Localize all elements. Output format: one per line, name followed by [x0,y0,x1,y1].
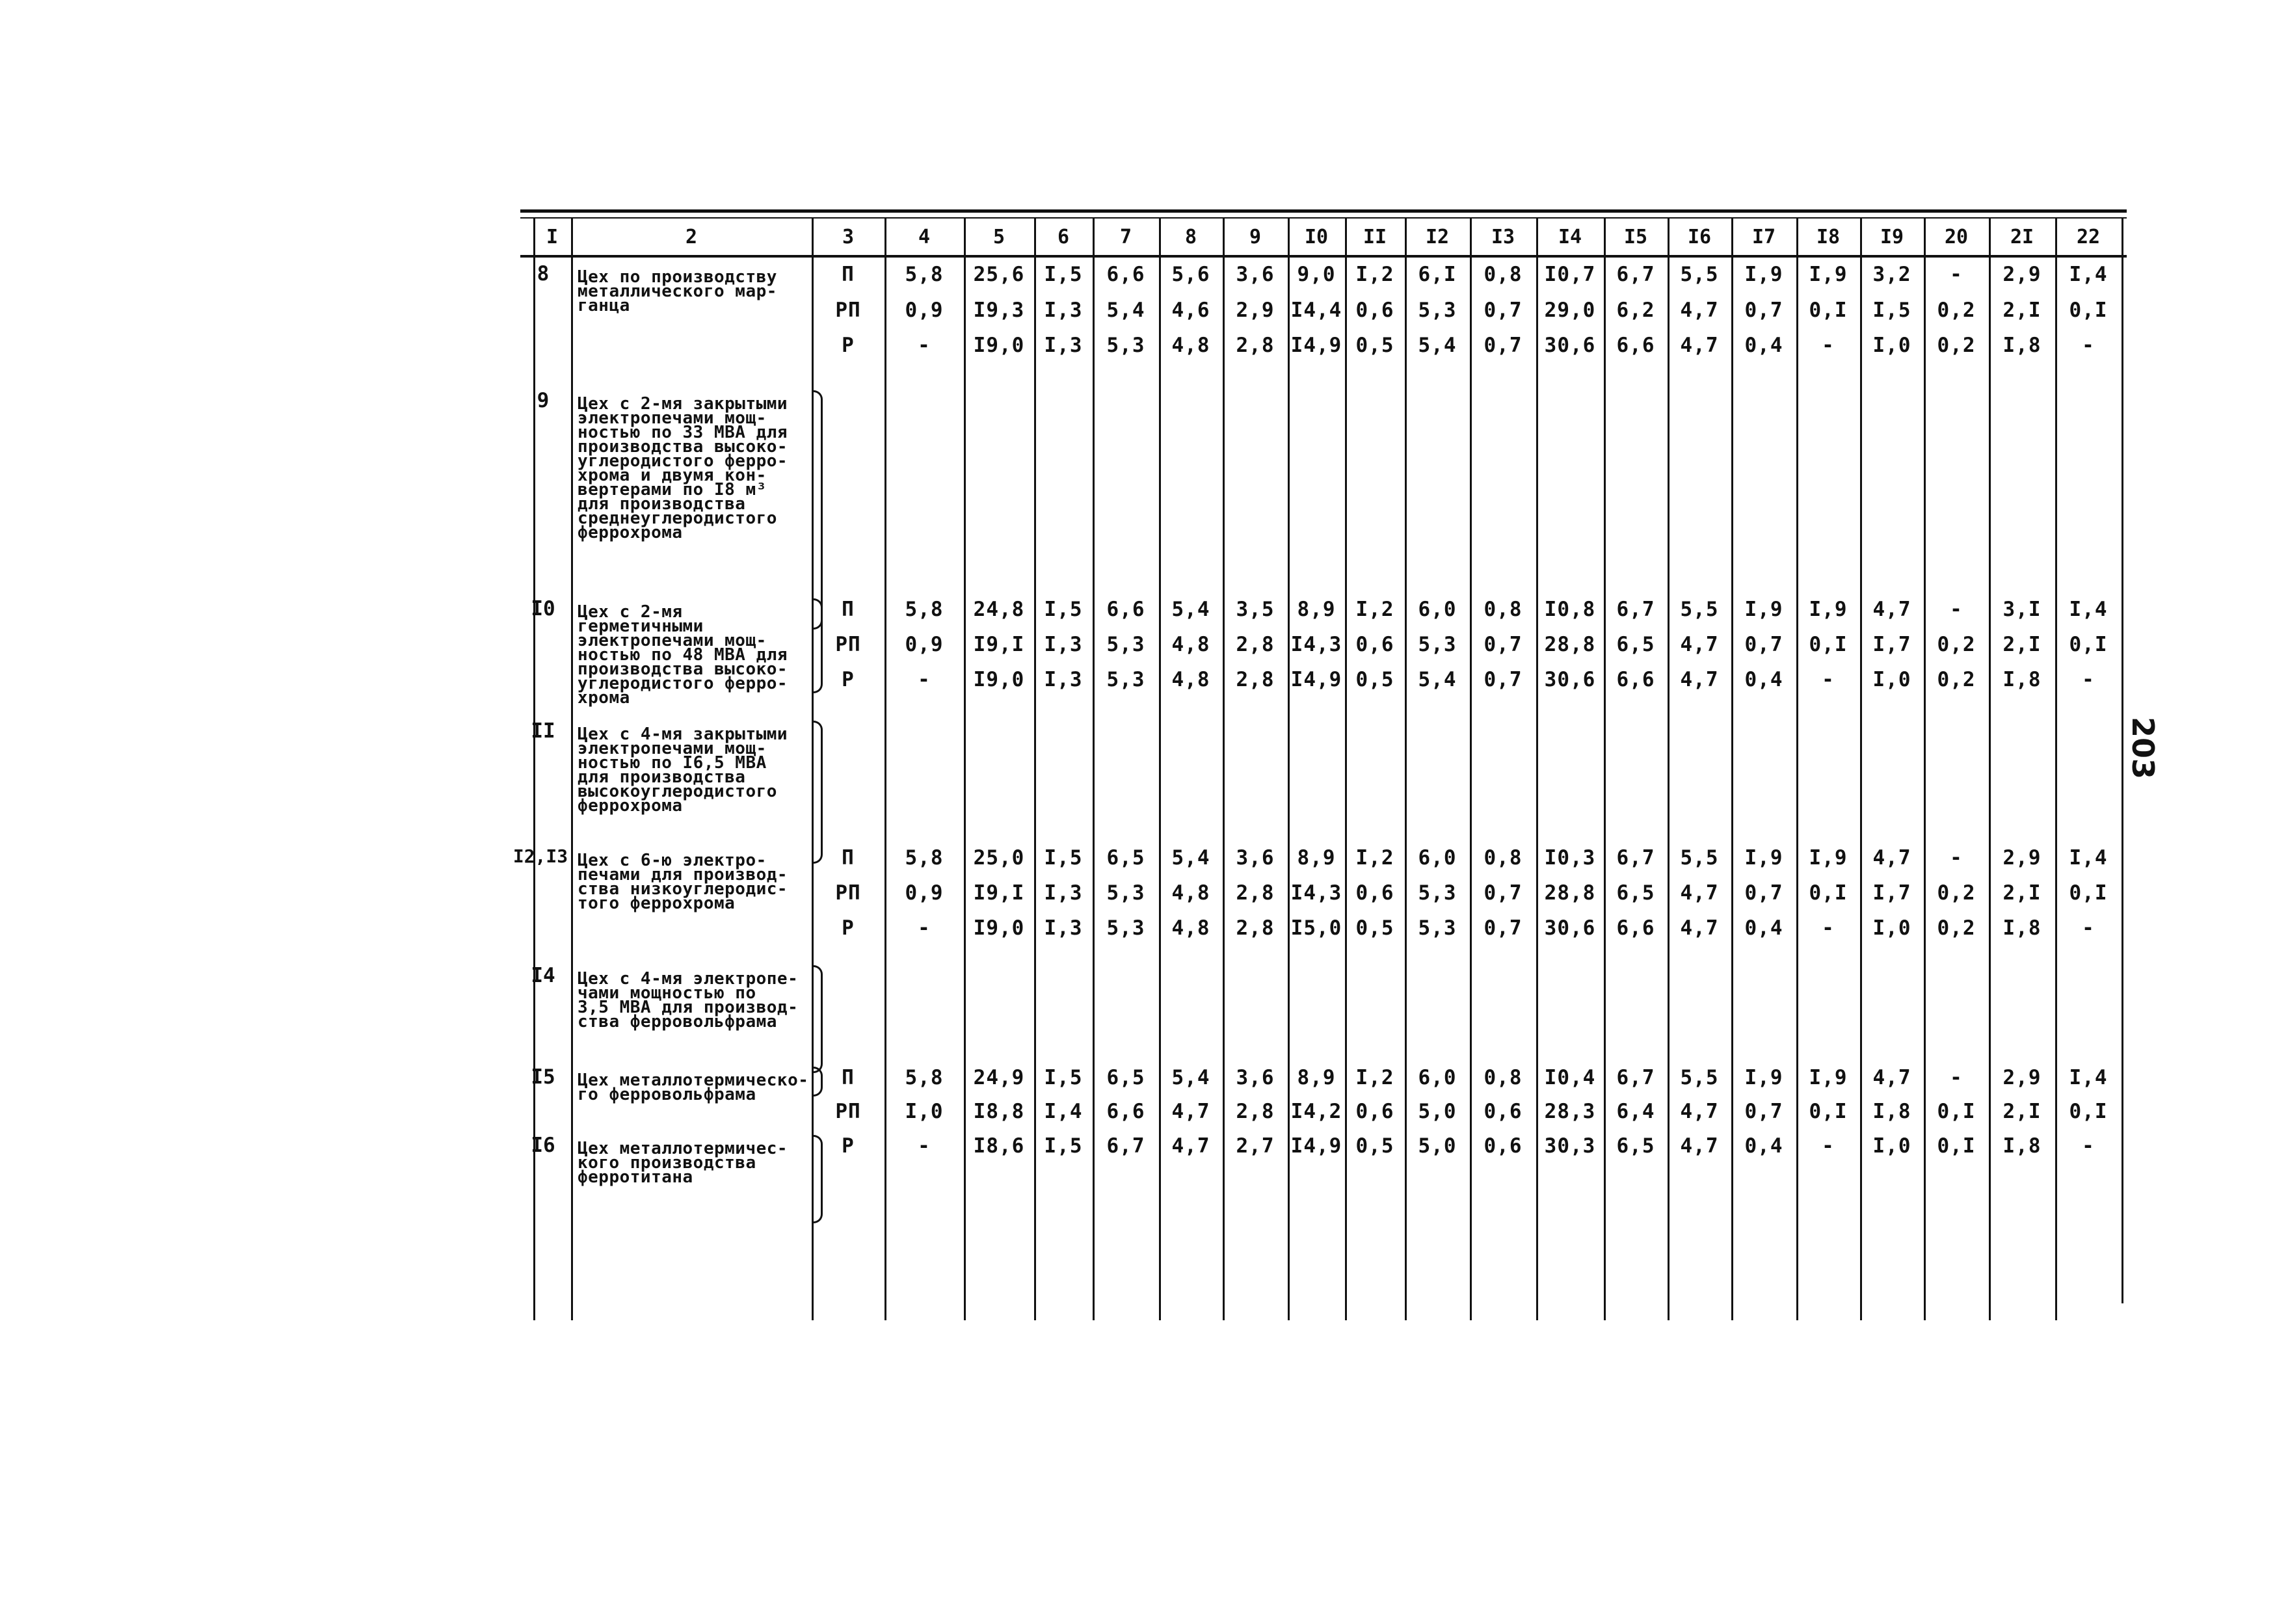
table-cell: I,5 [1044,1066,1083,1089]
table-cell: 0,4 [1744,916,1783,940]
table-cell: 0,6 [1483,1100,1523,1123]
table-cell: 0,7 [1483,334,1523,357]
table-cell: I,2 [1355,598,1394,621]
table-cell: 5,3 [1106,334,1145,357]
column-header-5: 5 [992,225,1005,248]
column-header-19: I9 [1880,225,1904,248]
table-cell: I,9 [1744,598,1783,621]
table-cell: I,5 [1044,1134,1083,1158]
table-cell: I,2 [1355,263,1394,286]
column-header-20: 20 [1944,225,1969,248]
table-cell: 0,5 [1355,1134,1394,1158]
table-cell: 3,6 [1236,263,1275,286]
table-cell: 29,0 [1544,299,1596,322]
table-cell: 6,6 [1616,668,1655,691]
row-description: Цех по производству металлического мар- ганца [578,267,777,315]
table-cell: I9,3 [973,299,1025,322]
table-cell: 0,2 [1937,668,1976,691]
table-cell: 0,I [1809,881,1848,905]
table-cell: 4,7 [1680,1100,1719,1123]
table-cell: 30,6 [1544,668,1596,691]
table-cell: РП [835,633,861,656]
table-cell: 5,5 [1680,1066,1719,1089]
table-cell: 4,7 [1680,1134,1719,1158]
table-cell: - [918,334,931,357]
row-number: I5 [531,1065,555,1089]
table-cell: 0,I [2069,633,2108,656]
table-cell: П [842,263,855,286]
table-cell: РП [835,1100,861,1123]
table-cell: 4,8 [1171,633,1210,656]
table-cell: 3,6 [1236,1066,1275,1089]
table-cell: I,9 [1809,846,1848,870]
table-cell: 0,7 [1483,299,1523,322]
column-header-7: 7 [1119,225,1132,248]
table-cell: 0,I [2069,881,2108,905]
table-cell: 25,6 [973,263,1025,286]
table-cell: I8,6 [973,1134,1025,1158]
table-cell: 6,I [1418,263,1457,286]
table-cell: I,3 [1044,334,1083,357]
table-cell: 3,6 [1236,846,1275,870]
table-cell: 4,8 [1171,881,1210,905]
table-cell: 6,5 [1616,1134,1655,1158]
table-cell: 6,2 [1616,299,1655,322]
table-cell: 0,6 [1483,1134,1523,1158]
table-cell: 0,6 [1355,1100,1394,1123]
table-cell: 2,I [2002,881,2042,905]
table-cell: 2,9 [2002,1066,2042,1089]
table-cell: 6,6 [1616,334,1655,357]
table-cell: I,7 [1872,633,1911,656]
table-cell: 0,7 [1744,299,1783,322]
table-cell: - [918,668,931,691]
row-number: 9 [537,389,550,412]
column-header-1: I [546,225,559,248]
table-cell: 6,0 [1418,1066,1457,1089]
table-cell: 6,6 [1106,263,1145,286]
table-cell: 6,6 [1616,916,1655,940]
table-cell: 2,9 [2002,846,2042,870]
table-cell: 0,8 [1483,598,1523,621]
table-cell: 6,5 [1616,633,1655,656]
table-cell: 4,8 [1171,668,1210,691]
table-cell: 2,8 [1236,668,1275,691]
table-cell: 2,8 [1236,916,1275,940]
table-cell: - [918,916,931,940]
table-cell: 5,8 [905,846,944,870]
column-header-10: I0 [1304,225,1329,248]
column-header-22: 22 [2076,225,2101,248]
table-cell: I0,8 [1544,598,1596,621]
column-header-13: I3 [1491,225,1515,248]
table-cell: I,8 [2002,334,2042,357]
table-cell: 0,6 [1355,881,1394,905]
table-cell: - [1822,1134,1835,1158]
table-cell: 30,3 [1544,1134,1596,1158]
table-cell: 0,6 [1355,299,1394,322]
table-cell: 4,7 [1872,598,1911,621]
table-cell: 2,I [2002,299,2042,322]
table-cell: I,4 [2069,1066,2108,1089]
table-cell: 0,7 [1744,633,1783,656]
row-number: I0 [531,597,555,620]
header-bottom-rule [520,255,2127,258]
table-cell: 28,3 [1544,1100,1596,1123]
table-cell: I,7 [1872,881,1911,905]
table-cell: 5,5 [1680,598,1719,621]
table-cell: 5,3 [1418,916,1457,940]
table-cell: I5,0 [1290,916,1342,940]
table-cell: П [842,598,855,621]
row-number: I2,I3 [512,845,568,867]
table-cell: П [842,846,855,870]
table-cell: 5,0 [1418,1100,1457,1123]
table-cell: 0,9 [905,881,944,905]
page-number: 203 [2125,716,2161,780]
table-cell: 25,0 [973,846,1025,870]
table-cell: I,4 [2069,846,2108,870]
table-cell: 6,4 [1616,1100,1655,1123]
table-cell: 5,3 [1418,299,1457,322]
table-cell: 4,7 [1872,846,1911,870]
table-cell: РП [835,299,861,322]
table-cell: - [1950,1066,1963,1089]
table-cell: 30,6 [1544,334,1596,357]
table-cell: I4,9 [1290,1134,1342,1158]
table-cell: 6,7 [1616,263,1655,286]
table-cell: I4,3 [1290,881,1342,905]
table-cell: 2,8 [1236,1100,1275,1123]
table-cell: - [2082,916,2095,940]
table-cell: 0,7 [1744,881,1783,905]
table-cell: 28,8 [1544,881,1596,905]
table-cell: 24,9 [973,1066,1025,1089]
table-cell: 5,4 [1106,299,1145,322]
table-cell: I0,4 [1544,1066,1596,1089]
table-cell: - [1950,846,1963,870]
table-cell: 0,2 [1937,334,1976,357]
table-cell: 5,4 [1171,846,1210,870]
column-header-12: I2 [1425,225,1450,248]
table-cell: I,3 [1044,633,1083,656]
table-cell: 5,5 [1680,846,1719,870]
table-cell: I,0 [1872,916,1911,940]
table-cell: 0,8 [1483,846,1523,870]
table-cell: 5,3 [1106,916,1145,940]
table-cell: 0,I [1809,633,1848,656]
table-cell: I4,9 [1290,668,1342,691]
column-header-11: II [1363,225,1387,248]
table-cell: I,0 [1872,668,1911,691]
table-cell: 0,2 [1937,633,1976,656]
table-cell: 3,5 [1236,598,1275,621]
row-description: Цех металлотермичес- кого производства ферротитана [578,1139,788,1187]
table-cell: 0,7 [1483,633,1523,656]
table-cell: - [1822,668,1835,691]
table-cell: 4,7 [1680,633,1719,656]
row-description: Цех с 6-ю электро- печами для производ- ства низкоуглеродис- того феррохрома [578,851,788,913]
table-cell: I0,7 [1544,263,1596,286]
column-header-4: 4 [918,225,931,248]
table-cell: 6,6 [1106,598,1145,621]
table-cell: - [2082,334,2095,357]
table-cell: 0,I [1937,1100,1976,1123]
table-cell: 6,5 [1106,846,1145,870]
table-cell: 5,8 [905,1066,944,1089]
table-cell: 5,3 [1106,633,1145,656]
table-cell: 4,7 [1171,1100,1210,1123]
row-description: Цех металлотермическо- го ферровольфрама [578,1071,809,1104]
table-cell: I,9 [1809,1066,1848,1089]
table-cell: 6,5 [1616,881,1655,905]
table-cell: I4,2 [1290,1100,1342,1123]
table-cell: 5,8 [905,598,944,621]
table-cell: 0,4 [1744,668,1783,691]
table-cell: Р [842,668,855,691]
table-cell: 5,4 [1171,1066,1210,1089]
table-cell: - [1822,334,1835,357]
table-cell: I,0 [1872,1134,1911,1158]
table-cell: 0,9 [905,633,944,656]
table-cell: I9,I [973,881,1025,905]
table-cell: 0,5 [1355,916,1394,940]
row-description: Цех с 4-мя электропе- чами мощностью по 3,5 МВА для производ- ства ферровольфрама [578,969,799,1032]
row-number: I6 [531,1134,555,1157]
table-cell: I9,0 [973,916,1025,940]
table-cell: 0,I [1809,1100,1848,1123]
table-cell: 4,8 [1171,916,1210,940]
table-cell: I,8 [2002,668,2042,691]
table-cell: I,3 [1044,668,1083,691]
table-cell: П [842,1066,855,1089]
table-cell: 0,7 [1483,881,1523,905]
table-cell: I8,8 [973,1100,1025,1123]
table-cell: 0,5 [1355,334,1394,357]
table-cell: I,5 [1044,846,1083,870]
table-cell: - [1950,263,1963,286]
table-cell: 0,8 [1483,1066,1523,1089]
table-cell: 0,7 [1744,1100,1783,1123]
table-cell: 0,8 [1483,263,1523,286]
table-cell: 8,9 [1297,846,1336,870]
table-cell: I,9 [1809,598,1848,621]
table-cell: 0,4 [1744,334,1783,357]
table-cell: 3,I [2002,598,2042,621]
table-cell: 6,6 [1106,1100,1145,1123]
table-cell: 3,2 [1872,263,1911,286]
row-description: Цех с 2-мя закрытыми электропечами мощ- ностью по 33 МВА для производства высоко- углеродистого ферро- хрома и двумя кон- вертерами по I8 м³ для производства среднеуглеродистого феррохрома [578,394,788,542]
table-cell: 5,4 [1418,668,1457,691]
table-cell: 6,0 [1418,598,1457,621]
table-cell: 0,4 [1744,1134,1783,1158]
table-cell: - [1950,598,1963,621]
table-cell: 0,I [2069,299,2108,322]
table-cell: 2,9 [1236,299,1275,322]
table-cell: 4,8 [1171,334,1210,357]
column-header-14: I4 [1558,225,1582,248]
table-cell: - [2082,668,2095,691]
table-cell: - [1822,916,1835,940]
row-number: II [531,719,555,743]
table-cell: I,9 [1744,1066,1783,1089]
table-cell: I,9 [1744,846,1783,870]
table-cell: 5,3 [1106,668,1145,691]
table-cell: I4,3 [1290,633,1342,656]
table-cell: 2,I [2002,1100,2042,1123]
table-cell: I,3 [1044,916,1083,940]
table-cell: 24,8 [973,598,1025,621]
table-cell: I,3 [1044,299,1083,322]
table-cell: 4,7 [1680,299,1719,322]
table-cell: I,5 [1044,263,1083,286]
column-header-18: I8 [1816,225,1841,248]
table-cell: 5,0 [1418,1134,1457,1158]
table-cell: 2,8 [1236,334,1275,357]
table-cell: 5,6 [1171,263,1210,286]
table-cell: 4,7 [1680,668,1719,691]
table-cell: I,9 [1809,263,1848,286]
column-header-21: 2I [2010,225,2034,248]
table-cell: 0,9 [905,299,944,322]
table-cell: 0,2 [1937,299,1976,322]
table-cell: 0,7 [1483,668,1523,691]
table-top-rule [520,209,2127,213]
table-cell: I9,0 [973,334,1025,357]
table-cell: 2,8 [1236,881,1275,905]
row-number: 8 [537,262,550,286]
table-cell: 9,0 [1297,263,1336,286]
table-cell: 0,6 [1355,633,1394,656]
table-cell: Р [842,1134,855,1158]
table-cell: - [2082,1134,2095,1158]
column-header-17: I7 [1751,225,1776,248]
table-cell: I9,0 [973,668,1025,691]
table-cell: 5,3 [1418,633,1457,656]
table-cell: 30,6 [1544,916,1596,940]
table-cell: 2,7 [1236,1134,1275,1158]
table-cell: 5,4 [1171,598,1210,621]
table-cell: 4,6 [1171,299,1210,322]
table-cell: 4,7 [1680,916,1719,940]
table-cell: 0,I [1809,299,1848,322]
table-cell: I9,I [973,633,1025,656]
table-cell: Р [842,916,855,940]
table-cell: 8,9 [1297,1066,1336,1089]
table-cell: 0,I [1937,1134,1976,1158]
table-cell: 5,8 [905,263,944,286]
table-cell: 2,9 [2002,263,2042,286]
column-header-15: I5 [1623,225,1648,248]
table-cell: 0,2 [1937,916,1976,940]
table-cell: 6,7 [1616,846,1655,870]
table-cell: I4,9 [1290,334,1342,357]
table-cell: I,4 [1044,1100,1083,1123]
table-cell: - [918,1134,931,1158]
table-cell: I,4 [2069,598,2108,621]
column-header-9: 9 [1249,225,1262,248]
table-cell: 0,2 [1937,881,1976,905]
table-cell: 6,7 [1106,1134,1145,1158]
row-number: I4 [531,964,555,987]
column-header-2: 2 [685,225,698,248]
table-cell: 4,7 [1680,334,1719,357]
table-cell: 6,7 [1616,1066,1655,1089]
table-cell: 6,7 [1616,598,1655,621]
table-cell: I,5 [1872,299,1911,322]
table-cell: I,4 [2069,263,2108,286]
table-cell: Р [842,334,855,357]
table-cell: I4,4 [1290,299,1342,322]
table-cell: 4,7 [1872,1066,1911,1089]
description-brace [813,965,823,1073]
table-cell: 5,5 [1680,263,1719,286]
table-cell: I,0 [905,1100,944,1123]
table-cell: 0,5 [1355,668,1394,691]
table-cell: I,5 [1044,598,1083,621]
table-cell: 2,8 [1236,633,1275,656]
column-header-16: I6 [1687,225,1712,248]
table-cell: I,2 [1355,1066,1394,1089]
table-cell: I,3 [1044,881,1083,905]
table-cell: I,8 [2002,916,2042,940]
table-cell: 4,7 [1680,881,1719,905]
table-cell: 5,4 [1418,334,1457,357]
table-cell: 4,7 [1171,1134,1210,1158]
row-description: Цех с 2-мя герметичными электропечами мощ- ностью по 48 МВА для производства высоко- углеродистого ферро- хрома [578,602,788,708]
column-header-3: 3 [842,225,855,248]
table-cell: I,8 [1872,1100,1911,1123]
table-cell: 0,I [2069,1100,2108,1123]
table-cell: I0,3 [1544,846,1596,870]
table-cell: I,0 [1872,334,1911,357]
table-cell: 6,5 [1106,1066,1145,1089]
row-description: Цех с 4-мя закрытыми электропечами мощ- ностью по I6,5 МВА для производства высокоуглеродистого феррохрома [578,725,788,816]
table-cell: 28,8 [1544,633,1596,656]
table-cell: I,9 [1744,263,1783,286]
column-header-6: 6 [1057,225,1070,248]
table-cell: 5,3 [1106,881,1145,905]
table-cell: I,2 [1355,846,1394,870]
table-cell: 8,9 [1297,598,1336,621]
table-cell: I,8 [2002,1134,2042,1158]
table-cell: 0,7 [1483,916,1523,940]
table-cell: 2,I [2002,633,2042,656]
column-header-8: 8 [1184,225,1197,248]
table-cell: РП [835,881,861,905]
table-cell: 6,0 [1418,846,1457,870]
table-cell: 5,3 [1418,881,1457,905]
